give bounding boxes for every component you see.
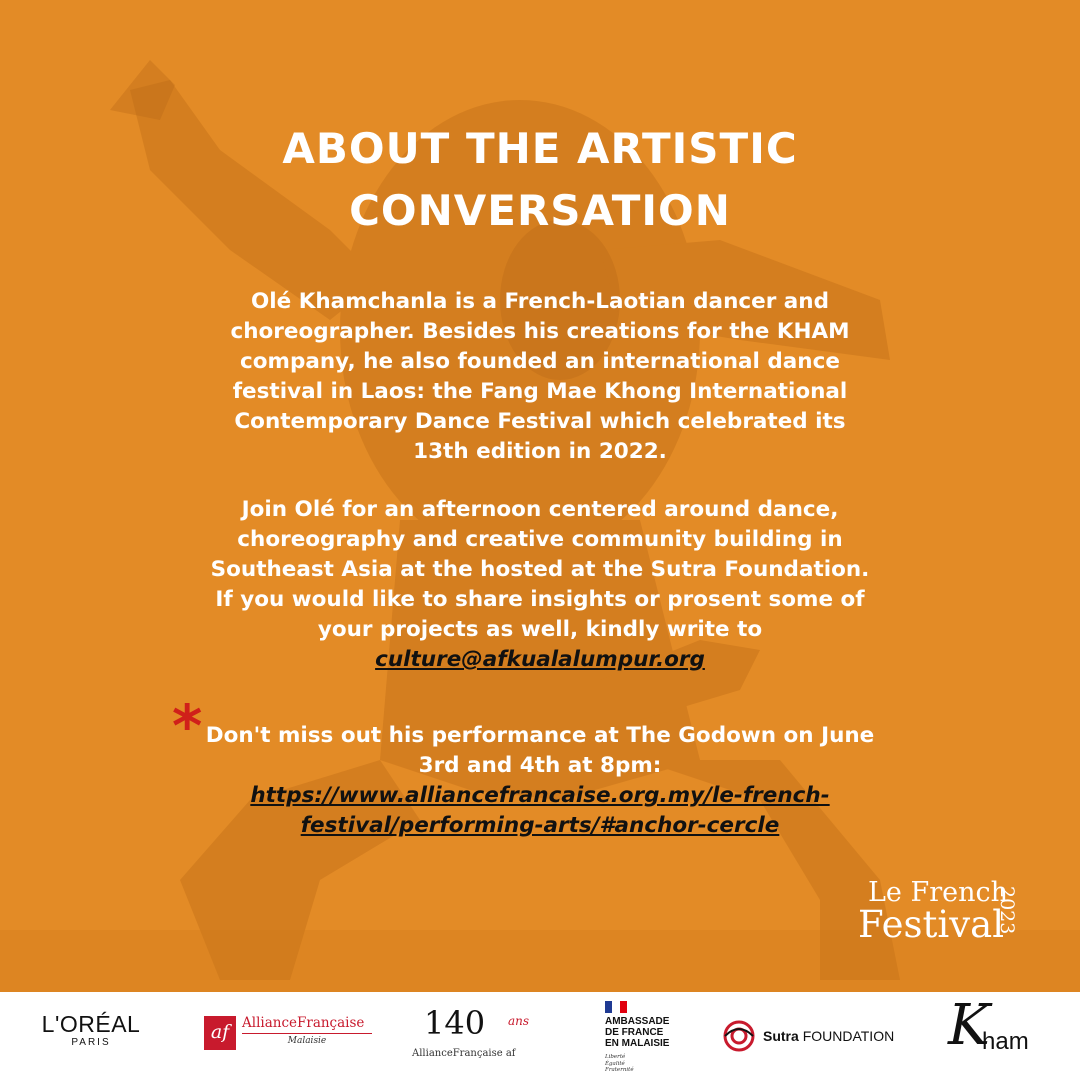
page-title <box>0 118 1080 242</box>
anniversary-suffix: ans <box>508 1014 530 1028</box>
sutra-name <box>763 1028 894 1044</box>
text-line: If you would like to share insights or prosent some of <box>215 587 865 612</box>
performance-link[interactable]: https://www.alliancefrancaise.org.my/le-french- <box>250 783 830 808</box>
motto-line: Fraternité <box>605 1067 634 1073</box>
kham-logo <box>920 992 1040 1080</box>
text-line: 3rd and 4th at 8pm: <box>418 753 662 778</box>
loreal-name: L'ORÉAL <box>41 1011 141 1037</box>
embassy-line-1: AMBASSADE <box>605 1016 670 1027</box>
text-line: Join Olé for an afternoon centered around dance, <box>241 497 839 522</box>
af-name: AllianceFrançaise <box>242 1015 365 1031</box>
kham-rest: ham <box>982 1028 1029 1055</box>
sutra-foundation-logo <box>718 992 898 1080</box>
french-flag-icon <box>605 1000 627 1012</box>
asterisk-icon: * <box>172 692 203 760</box>
af-mark: af <box>204 1016 236 1050</box>
text-line: choreographer. Besides his creations for the KHAM <box>230 319 850 344</box>
sutra-name-bold: Sutra <box>763 1028 799 1044</box>
text-line: festival in Laos: the Fang Mae Khong International <box>232 379 848 404</box>
text-line: 13th edition in 2022. <box>413 439 667 464</box>
text-line: Olé Khamchanla is a French-Laotian dancer and <box>251 289 829 314</box>
text-line: Don't miss out his performance at The Godown on June <box>205 723 875 748</box>
festival-logo-line-1: Le French <box>868 877 1009 908</box>
festival-logo-line-2: Festival <box>858 903 1005 946</box>
sponsor-bar <box>0 992 1080 1080</box>
embassy-line-3: EN MALAISIE <box>605 1038 670 1049</box>
invitation-paragraph <box>190 495 890 675</box>
text-line: Southeast Asia at the hosted at the Sutra Foundation. <box>210 557 870 582</box>
le-french-festival-logo <box>858 878 1048 948</box>
french-embassy-logo <box>595 992 690 1080</box>
af-140-years-logo <box>410 992 535 1080</box>
kham-k: K <box>948 993 990 1058</box>
text-line: Contemporary Dance Festival which celebrated its <box>234 409 846 434</box>
alliance-francaise-logo <box>204 992 374 1080</box>
title-line-1: ABOUT THE ARTISTIC <box>282 124 798 173</box>
title-line-2: CONVERSATION <box>349 186 731 235</box>
af-divider <box>242 1033 372 1034</box>
anniversary-number: 140 <box>424 1004 486 1042</box>
text-line: choreography and creative community building in <box>237 527 843 552</box>
embassy-motto <box>605 1054 634 1074</box>
motto-line: Égalité <box>605 1060 625 1067</box>
anniversary-caption: AllianceFrançaise af <box>412 1048 516 1059</box>
af-country: Malaisie <box>287 1036 327 1046</box>
performance-paragraph <box>190 721 890 841</box>
sutra-suffix: FOUNDATION <box>802 1028 895 1044</box>
performance-link[interactable]: festival/performing-arts/#anchor-cercle <box>300 813 780 838</box>
loreal-sub: PARIS <box>71 1037 111 1048</box>
sutra-swirl-icon <box>720 1017 758 1055</box>
embassy-line-2: DE FRANCE <box>605 1027 664 1038</box>
text-line: your projects as well, kindly write to <box>317 617 763 642</box>
email-link[interactable]: culture@afkualalumpur.org <box>375 647 705 672</box>
festival-logo-year: 2023 <box>996 886 1018 935</box>
motto-line: Liberté <box>605 1054 626 1060</box>
loreal-logo <box>32 992 150 1080</box>
description-paragraph <box>190 287 890 467</box>
text-line: company, he also founded an international dance <box>240 349 840 374</box>
